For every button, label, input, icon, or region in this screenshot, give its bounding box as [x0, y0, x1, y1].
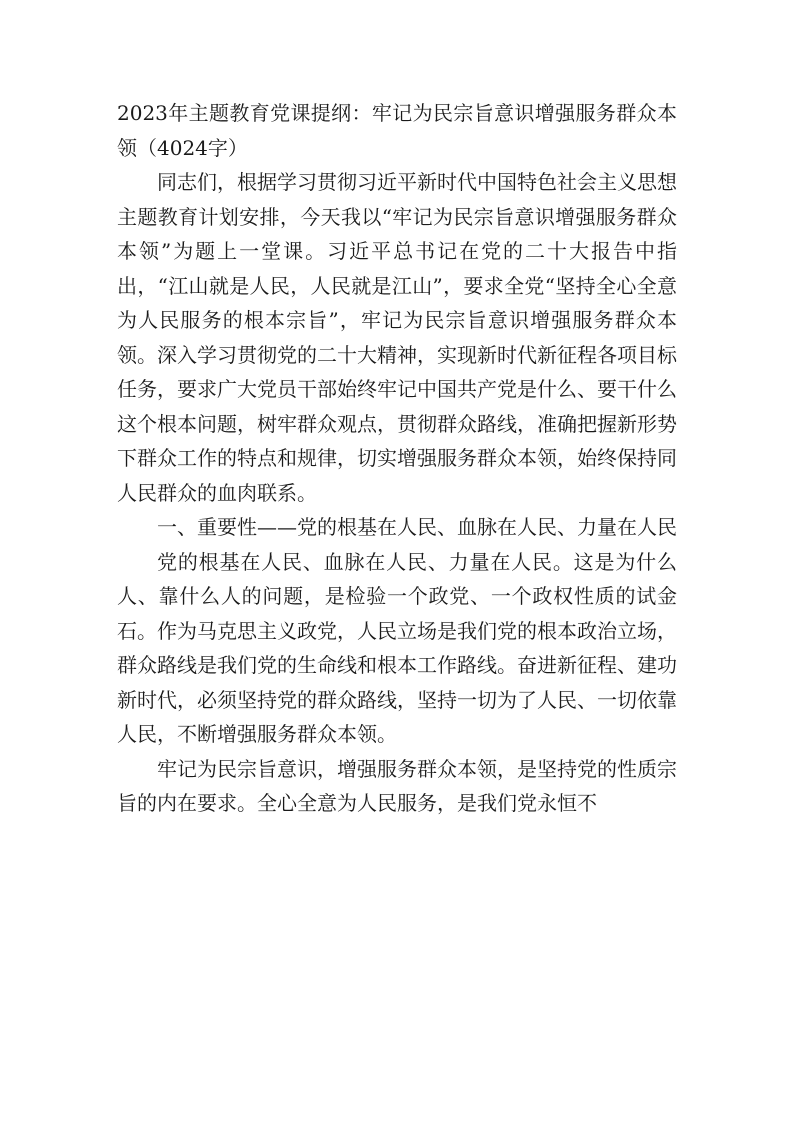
section-heading: 一、重要性——党的根基在人民、血脉在人民、力量在人民 — [157, 515, 677, 539]
document-title: 2023年主题教育党课提纲：牢记为民宗旨意识增强服务群众本领（4024字） — [117, 101, 677, 160]
document-page — [117, 96, 677, 821]
intro-paragraph: 同志们，根据学习贯彻习近平新时代中国特色社会主义思想主题教育计划安排，今天我以“牢记为民宗旨意识增强服务群众本领”为题上一堂课。习近平总书记在党的二十大报告中指出，“江山就是人民，人民就是江山”，要求全党“坚持全心全意为人民服务的根本宗旨”，牢记为民宗旨意识增强服务群众本领。深入学习贯彻党的二十大精神，实现新时代新征程各项目标任务，要求广大党员干部始终牢记中国共产党是什么、要干什么这个根本问题，树牢群众观点，贯彻群众路线，准确把握新形势下群众工作的特点和规律，切实增强服务群众本领，始终保持同人民群众的血肉联系。 — [117, 170, 677, 505]
body-paragraph: 牢记为民宗旨意识，增强服务群众本领，是坚持党的性质宗旨的内在要求。全心全意为人民服务，是我们党永恒不 — [117, 756, 677, 815]
body-paragraph: 党的根基在人民、血脉在人民、力量在人民。这是为什么人、靠什么人的问题，是检验一个政党、一个政权性质的试金石。作为马克思主义政党，人民立场是我们党的根本政治立场，群众路线是我们党的生命线和根本工作路线。奋进新征程、建功新时代，必须坚持党的群众路线，坚持一切为了人民、一切依靠人民，不断增强服务群众本领。 — [117, 549, 677, 746]
